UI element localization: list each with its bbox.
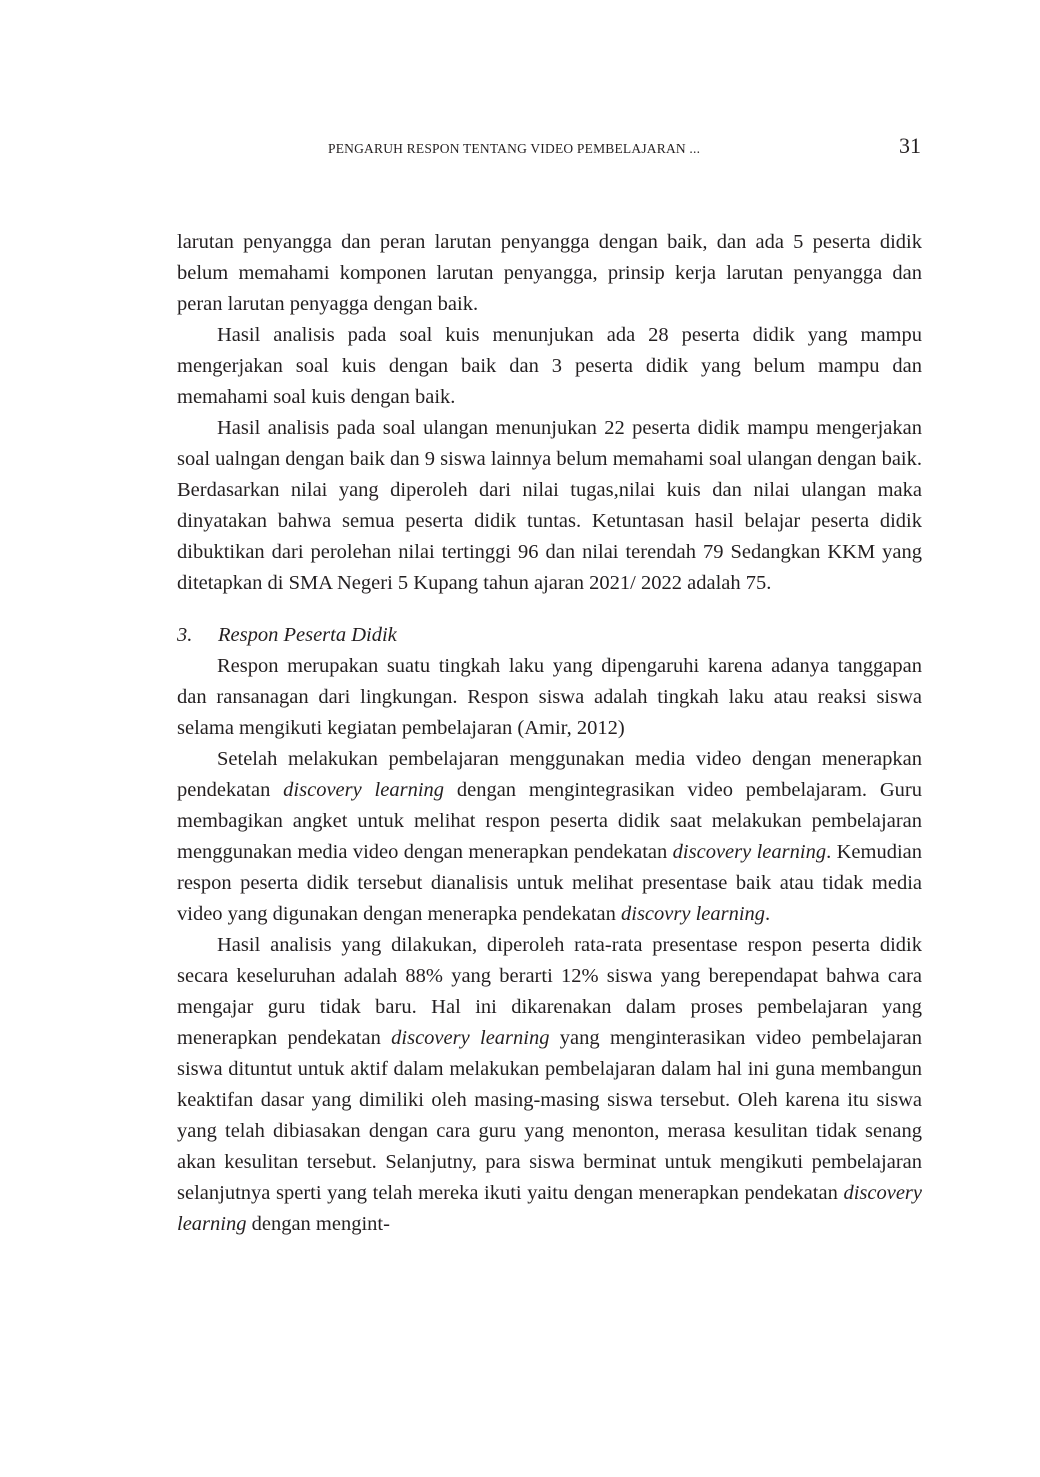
paragraph-test-analysis: Hasil analisis pada soal ulangan menunjukan 22 peserta didik mampu mengerjakan soal ualngan dengan baik dan 9 siswa lainnya belum memahami soal ulangan dengan baik. Berdasarkan nilai yang diperoleh dari nilai tugas,nilai kuis dan nilai ulangan maka dinyatakan bahwa semua peserta didik tuntas. Ketuntasan hasil belajar peserta didik dibuktikan dari perolehan nilai tertinggi 96 dan nilai terendah 79 Sedangkan KKM yang ditetapkan di SMA Negeri 5 Kupang tahun ajaran 2021/ 2022 adalah 75. (177, 417, 922, 594)
page-number: 31 (899, 133, 921, 158)
paragraph-response-method: Setelah melakukan pembelajaran menggunakan media video dengan menerapkan pendekatan discovery learning dengan mengintegrasikan video pembelajaram. Guru membagikan angket untuk melihat respon peserta didik saat melakukan pembelajaran menggunakan media video dengan menerapkan pendekatan discovery learning. Kemudian respon peserta didik tersebut dianalisis untuk melihat presentase baik atau tidak media video yang digunakan dengan menerapka pendekatan discovry learning. (177, 748, 922, 925)
italic-term: discovery learning (391, 1027, 550, 1049)
section-number: 3. (177, 624, 193, 646)
paragraph-continued: larutan penyangga dan peran larutan penyangga dengan baik, dan ada 5 peserta didik belum memahami komponen larutan penyangga, prinsip kerja larutan penyangga dan peran larutan penyagga dengan baik. (177, 231, 922, 315)
paragraph-response-definition: Respon merupakan suatu tingkah laku yang dipengaruhi karena adanya tanggapan dan ransanagan dari lingkungan. Respon siswa adalah tingkah laku atau reaksi siswa selama mengikuti kegiatan pembelajaran (Amir, 2012) (177, 655, 922, 739)
italic-term: discovry learning (621, 903, 766, 925)
paragraph-response-results: Hasil analisis yang dilakukan, diperoleh rata-rata presentase respon peserta didik secara keseluruhan adalah 88% yang berarti 12% siswa yang berependapat bahwa cara mengajar guru tidak baru. Hal ini dikarenakan dalam proses pembelajaran yang menerapkan pendekatan discovery learning yang menginterasikan video pembelajaran siswa dituntut untuk aktif dalam melakukan pembelajaran dalam hal ini guna membangun keaktifan dasar yang dimiliki oleh masing-masing siswa tersebut. Oleh karena itu siswa yang telah dibiasakan dengan cara guru yang menonton, merasa kesulitan tidak senang akan kesulitan tersebut. Selanjutny, para siswa berminat untuk mengikuti pembelajaran selanjutnya sperti yang telah mereka ikuti yaitu dengan menerapkan pendekatan discovery learning dengan mengint- (177, 934, 922, 1235)
running-head: PENGARUH RESPON TENTANG VIDEO PEMBELAJARAN ... (328, 141, 701, 156)
page-body (177, 227, 922, 1240)
section-heading (177, 620, 922, 651)
paragraph-quiz-analysis: Hasil analisis pada soal kuis menunjukan ada 28 peserta didik yang mampu mengerjakan soal kuis dengan baik dan 3 peserta didik yang belum mampu dan memahami soal kuis dengan baik. (177, 324, 922, 408)
italic-term: discovery learning (672, 841, 827, 863)
section-title: Respon Peserta Didik (218, 624, 397, 646)
italic-term: discovery learning (177, 1182, 922, 1235)
italic-term: discovery learning (283, 779, 445, 801)
